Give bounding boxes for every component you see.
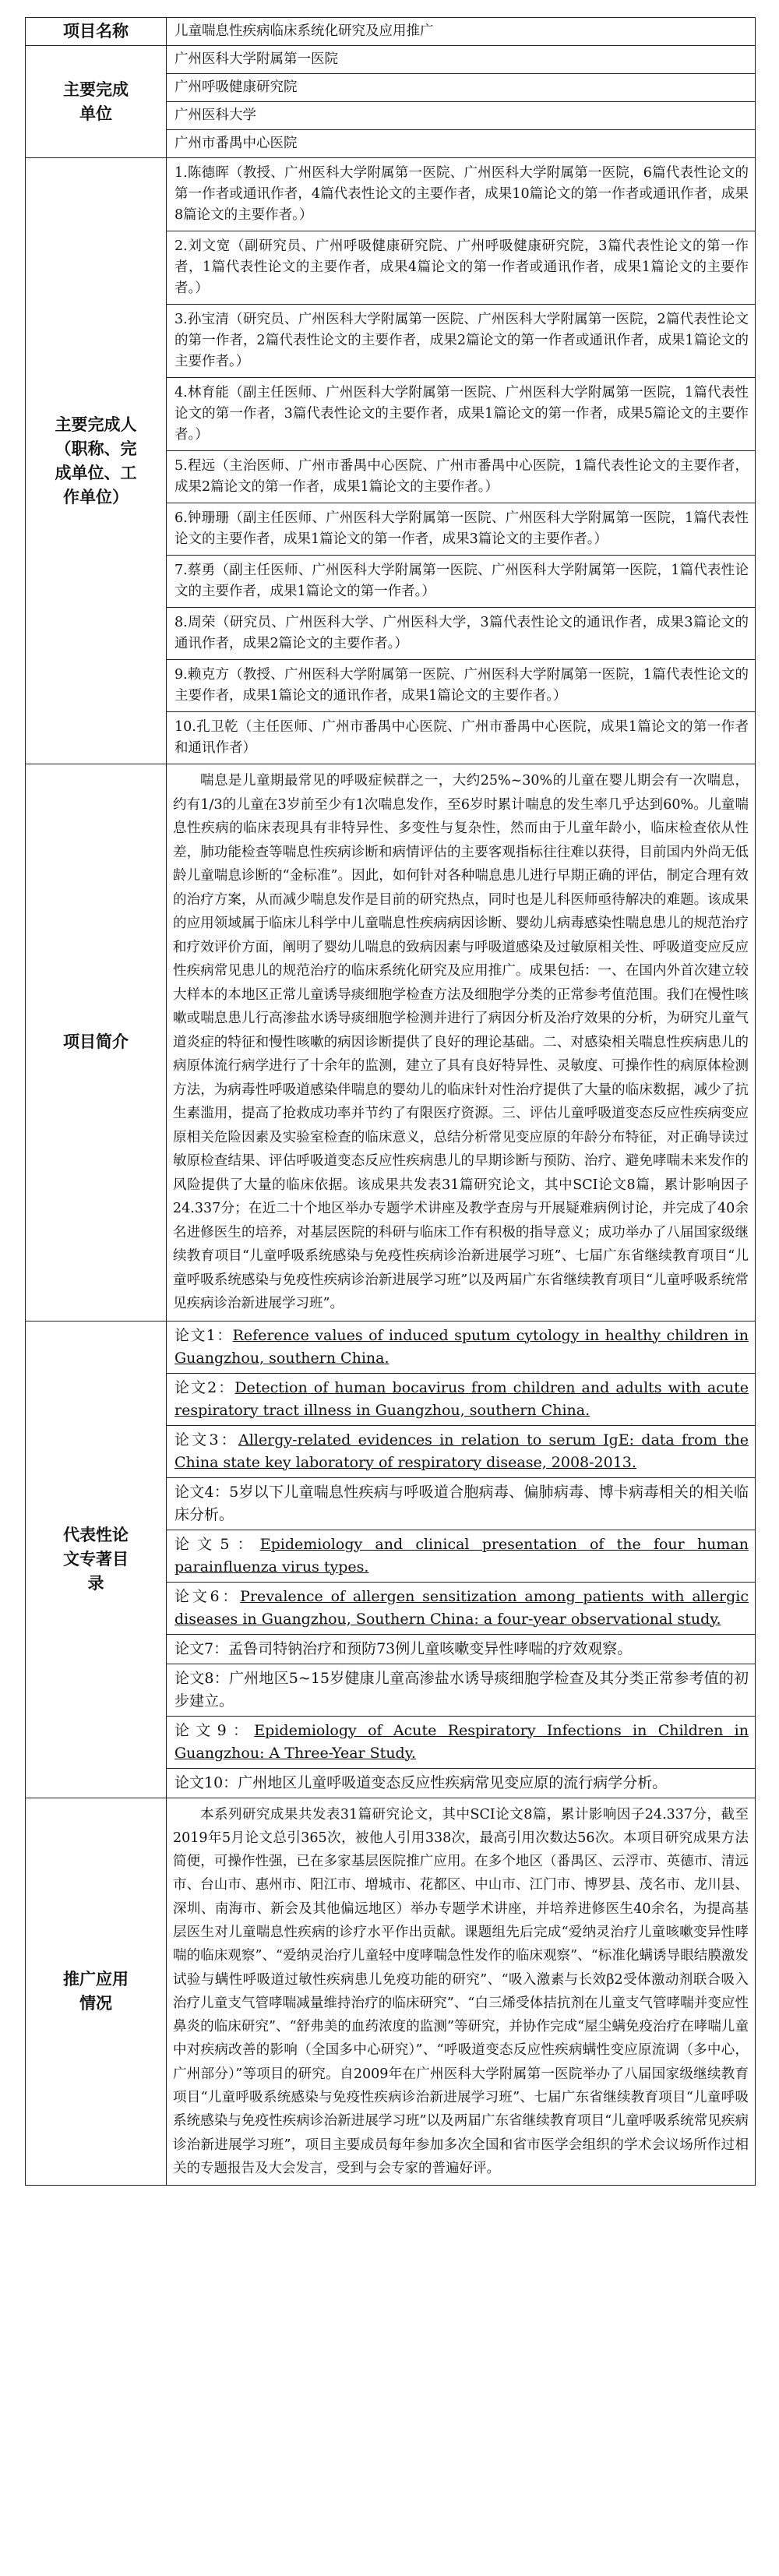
paper-title: 孟鲁司特钠治疗和预防73例儿童咳嗽变异性哮喘的疗效观察。	[228, 1639, 633, 1657]
paper-prefix: 论文4：	[174, 1483, 230, 1501]
paper-title: Allergy-related evidences in relation to serum IgE: data from the China state key laboratory of respiratory disease, 2008-2013.	[174, 1431, 749, 1471]
paper-item	[167, 1664, 756, 1716]
paper-prefix: 论文7：	[174, 1639, 229, 1657]
units-label-text: 主要完成单位	[63, 79, 129, 123]
paper-title: 广州地区5~15岁健康儿童高渗盐水诱导痰细胞学检查及其分类正常参考值的初步建立。	[174, 1669, 749, 1710]
papers-label	[26, 1321, 167, 1798]
person-item: 10.孔卫乾（主任医师、广州市番禺中心医院、广州市番禺中心医院，成果1篇论文的第一作者和通讯作者）	[167, 712, 756, 764]
promotion-label	[26, 1798, 167, 2186]
paper-title: 5岁以下儿童喘息性疾病与呼吸道合胞病毒、偏肺病毒、博卡病毒相关的相关临床分析。	[174, 1483, 749, 1523]
paper-title: Epidemiology and clinical presentation of the four human parainfluenza virus types.	[174, 1535, 749, 1576]
row-paper-1	[26, 1321, 756, 1373]
paper-prefix: 论文8：	[174, 1669, 229, 1687]
person-item: 9.赖克方（教授、广州医科大学附属第一医院、广州医科大学附属第一医院，1篇代表性论文的主要作者，成果1篇论文的通讯作者，成果1篇论文的主要作者。）	[167, 660, 756, 712]
unit-item: 广州医科大学附属第一医院	[167, 46, 756, 74]
paper-item	[167, 1477, 756, 1530]
units-label	[26, 46, 167, 158]
person-item: 8.周荣（研究员、广州医科大学、广州医科大学，3篇代表性论文的通讯作者，成果3篇论文的通讯作者，成果2篇论文的主要作者。）	[167, 608, 756, 660]
paper-item	[167, 1530, 756, 1582]
person-item: 6.钟珊珊（副主任医师、广州医科大学附属第一医院、广州医科大学附属第一医院，1篇代表性论文的主要作者，成果1篇论文的第一作者，成果3篇论文的主要作者。）	[167, 503, 756, 556]
promotion-label-text: 推广应用情况	[63, 1969, 129, 2013]
row-intro	[26, 764, 756, 1322]
paper-prefix: 论文6：	[174, 1587, 241, 1605]
person-item: 4.林育能（副主任医师、广州医科大学附属第一医院、广州医科大学附属第一医院，1篇代表性论文的第一作者，3篇代表性论文的主要作者，成果1篇论文的第一作者，成果5篇论文的主要作者。）	[167, 378, 756, 451]
paper-item	[167, 1634, 756, 1664]
intro-text: 喘息是儿童期最常见的呼吸症候群之一，大约25%~30%的儿童在婴儿期会有一次喘息，约有1/3的儿童在3岁前至少有1次喘息发作，至6岁时累计喘息的发生率几乎达到60%。儿童喘息性疾病的临床表现具有非特异性、多变性与复杂性，然而由于儿童年龄小，临床检查依从性差，肺功能检查等喘息性疾病诊断和病情评估的主要客观指标往往难以获得，目前国内外尚无低龄儿童喘息诊断的“金标准”。因此，如何针对各种喘息患儿进行早期正确的评估，制定合理有效的治疗方案，从而减少喘息发作是目前的研究热点，同时也是儿科医师亟待解决的难题。该成果的应用领域属于临床儿科学中儿童喘息性疾病病因诊断、婴幼儿病毒感染性喘息患儿的规范治疗和疗效评价方面，阐明了婴幼儿喘息的致病因素与呼吸道感染及过敏原相关性、呼吸道变应反应性疾病常见患儿的规范治疗的临床系统化研究及应用推广。成果包括：一、在国内外首次建立较大样本的本地区正常儿童诱导痰细胞学检查方法及细胞学分类的正常参考值范围。我们在慢性咳嗽或喘息患儿行高渗盐水诱导痰细胞学检测并进行了病因分析及治疗效果的分析，为研究儿童气道炎症的特征和慢性咳嗽的病因诊断提供了良好的理论基础。二、对感染相关喘息性疾病患儿的病原体流行病学进行了十余年的监测，建立了具有良好特异性、灵敏度、可操作性的病原体检测方法，为病毒性呼吸道感染伴喘息的婴幼儿的临床针对性治疗提供了大量的临床数据，减少了抗生素滥用，提高了抢救成功率并节约了有限医疗资源。三、评估儿童呼吸道变态反应性疾病变应原相关危险因素及实验室检查的临床意义，总结分析常见变应原的年龄分布特征，对正确导读过敏原检查结果、评估呼吸道变态反应性疾病患儿的早期诊断与预防、治疗、避免哮喘未来发作的风险提供了大量的临床依据。该成果共发表31篇研究论文，其中SCI论文8篇，累计影响因子24.337分；在近二十个地区举办专题学术讲座及教学查房与开展疑难病例讨论，并完成了40余名进修医生的培养，对基层医院的科研与临床工作有积极的指导意义；成功举办了八届国家级继续教育项目“儿童呼吸系统感染与免疫性疾病诊治新进展学习班”、七届广东省继续教育项目“儿童呼吸系统感染与免疫性疾病诊治新进展学习班”以及两届广东省继续教育项目“儿童呼吸系统常见疾病诊治新进展学习班”。	[167, 764, 756, 1322]
project-name-label: 项目名称	[26, 18, 167, 46]
promotion-text: 本系列研究成果共发表31篇研究论文，其中SCI论文8篇，累计影响因子24.337分，截至2019年5月论文总引365次，被他人引用338次，最高引用次数达56次。本项目研究成果方法简便，可操作性强，已在多家基层医院推广应用。在多个地区（番禺区、云浮市、英德市、清远市、台山市、惠州市、阳江市、增城市、花都区、中山市、江门市、博罗县、茂名市、龙川县、深圳、南海市、新会及其他偏远地区）举办专题学术讲座，并培养进修医生40余名，为提高基层医生对儿童喘息性疾病的诊疗水平作出贡献。课题组先后完成“爱纳灵治疗儿童咳嗽变异性哮喘的临床观察”、“爱纳灵治疗儿童轻中度哮喘急性发作的临床观察”、“标准化螨诱导眼结膜激发试验与螨性呼吸道过敏性疾病患儿免疫功能的研究”、“吸入激素与长效β2受体激动剂联合吸入治疗儿童支气管哮喘减量维持治疗的临床研究”、“白三烯受体拮抗剂在儿童支气管哮喘并变应性鼻炎的临床研究”、“舒弗美的血药浓度的监测”等研究，并协作完成“屋尘螨免疫治疗在哮喘儿童中对疾病改善的影响（全国多中心研究）”、“呼吸道变态反应性疾病螨性变应原流调（多中心，广州部分）”等项目的研究。自2009年在广州医科大学附属第一医院举办了八届国家级继续教育项目“儿童呼吸系统感染与免疫性疾病诊治新进展学习班”、七届广东省继续教育项目“儿童呼吸系统感染与免疫性疾病诊治新进展学习班”以及两届广东省继续教育项目“儿童呼吸系统常见疾病诊治新进展学习班”，项目主要成员每年参加多次全国和省市医学会组织的学术会议场所作过相关的专题报告及大会发言，受到与会专家的普遍好评。	[167, 1798, 756, 2186]
paper-item	[167, 1582, 756, 1634]
project-info-table	[25, 17, 756, 2186]
paper-title: Reference values of induced sputum cytology in healthy children in Guangzhou, southern China.	[174, 1326, 749, 1367]
project-name-value: 儿童喘息性疾病临床系统化研究及应用推广	[167, 18, 756, 46]
project-info-table-wrapper	[25, 17, 756, 2186]
person-item: 5.程远（主治医师、广州市番禺中心医院、广州市番禺中心医院，1篇代表性论文的主要作者，成果2篇论文的第一作者，成果1篇论文的主要作者。）	[167, 451, 756, 503]
paper-prefix: 论文2：	[174, 1378, 235, 1396]
unit-item: 广州呼吸健康研究院	[167, 74, 756, 102]
row-person-1	[26, 158, 756, 231]
paper-prefix: 论文3：	[174, 1431, 239, 1449]
paper-item	[167, 1373, 756, 1425]
paper-item	[167, 1321, 756, 1373]
persons-label	[26, 158, 167, 764]
paper-item	[167, 1768, 756, 1798]
row-promotion	[26, 1798, 756, 2186]
person-item: 1.陈德晖（教授、广州医科大学附属第一医院、广州医科大学附属第一医院，6篇代表性论文的第一作者或通讯作者，4篇代表性论文的主要作者，成果10篇论文的第一作者或通讯作者，成果8篇论文的主要作者。）	[167, 158, 756, 231]
intro-label: 项目简介	[26, 764, 167, 1322]
row-project-name	[26, 18, 756, 46]
paper-title: 广州地区儿童呼吸道变态反应性疾病常见变应原的流行病学分析。	[238, 1773, 668, 1791]
persons-label-text: 主要完成人（职称、完成单位、工作单位）	[55, 415, 137, 506]
row-unit-1	[26, 46, 756, 74]
person-item: 7.蔡勇（副主任医师、广州医科大学附属第一医院、广州医科大学附属第一医院，1篇代表性论文的主要作者，成果1篇论文的第一作者。）	[167, 556, 756, 608]
paper-prefix: 论文9：	[174, 1721, 255, 1739]
paper-prefix: 论文5：	[174, 1535, 260, 1553]
paper-item	[167, 1716, 756, 1768]
paper-item	[167, 1425, 756, 1477]
paper-prefix: 论文1：	[174, 1326, 233, 1344]
paper-title: Detection of human bocavirus from children and adults with acute respiratory tract illness in Guangzhou, southern China.	[174, 1378, 749, 1419]
paper-title: Epidemiology of Acute Respiratory Infections in Children in Guangzhou: A Three-Year Study.	[174, 1721, 749, 1762]
paper-title: Prevalence of allergen sensitization among patients with allergic diseases in Guangzhou, Southern China: a four-year observational study.	[174, 1587, 749, 1628]
person-item: 3.孙宝清（研究员、广州医科大学附属第一医院、广州医科大学附属第一医院，2篇代表性论文的第一作者，2篇代表性论文的主要作者，成果2篇论文的第一作者或通讯作者，成果1篇论文的主要作者。）	[167, 305, 756, 378]
unit-item: 广州市番禺中心医院	[167, 130, 756, 158]
papers-label-text: 代表性论文专著目录	[63, 1525, 129, 1593]
unit-item: 广州医科大学	[167, 102, 756, 130]
person-item: 2.刘文宽（副研究员、广州呼吸健康研究院、广州呼吸健康研究院，3篇代表性论文的第一作者，1篇代表性论文的主要作者，成果4篇论文的第一作者或通讯作者，成果1篇论文的主要作者。）	[167, 231, 756, 305]
paper-prefix: 论文10：	[174, 1773, 238, 1791]
